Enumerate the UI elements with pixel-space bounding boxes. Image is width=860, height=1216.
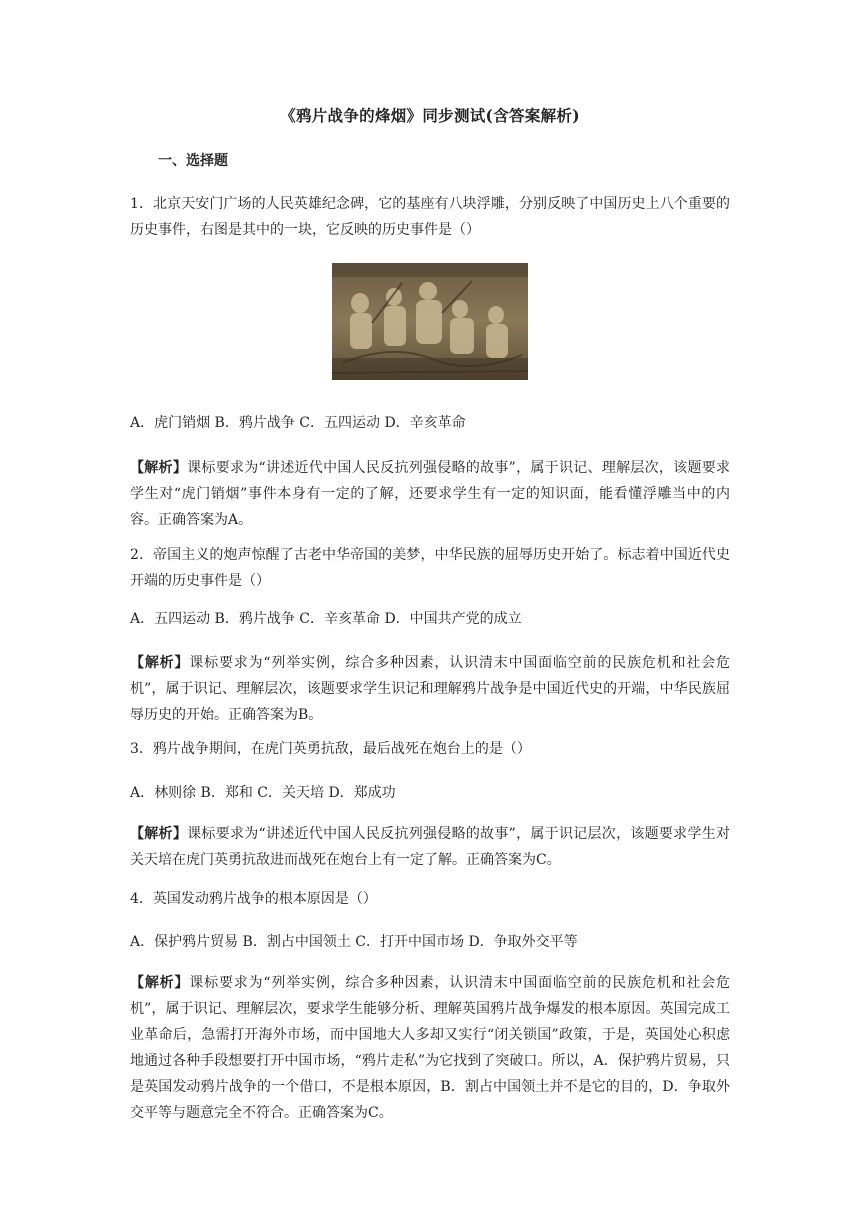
- analysis-text: 课标要求为“列举实例，综合多种因素，认识清末中国面临空前的民族危机和社会危机”，属于识记、理解层次，要求学生能够分析、理解英国鸦片战争爆发的根本原因。英国完成工业革命后，急需打开海外市场，而中国地大人多却又实行“闭关锁国”政策，于是，英国处心积虑地通过各种手段想要打开中国市场，“鸦片走私”为它找到了突破口。所以，A．保护鸦片贸易，只是英国发动鸦片战争的一个借口，不是根本原因，B．割占中国领土并不是它的目的，D．争取外交平等与题意完全不符合。正确答案为C。: [130, 975, 731, 1121]
- question-2-options: A．五四运动 B．鸦片战争 C．辛亥革命 D．中国共产党的成立: [130, 611, 522, 627]
- question-4-analysis: [130, 970, 730, 1126]
- analysis-text: 课标要求为“讲述近代中国人民反抗列强侵略的故事”，属于识记、理解层次，该题要求学生对“虎门销烟”事件本身有一定的了解，还要求学生有一定的知识面，能看懂浮雕当中的内容。正确答案为A。: [130, 460, 731, 528]
- analysis-tag: 【解析】: [130, 975, 190, 991]
- question-2-stem: 2．帝国主义的炮声惊醒了古老中华帝国的美梦，中华民族的屈辱历史开始了。标志着中国近代史开端的历史事件是（）: [130, 547, 730, 589]
- document-title: 《鸦片战争的烽烟》同步测试(含答案解析): [280, 106, 580, 125]
- question-3-analysis: [130, 821, 730, 873]
- question-1-options: A．虎门销烟 B．鸦片战争 C．五四运动 D．辛亥革命: [130, 415, 466, 431]
- question-3-stem: 3．鸦片战争期间，在虎门英勇抗敌，最后战死在炮台上的是（）: [130, 741, 531, 757]
- question-1-stem: 1．北京天安门广场的人民英雄纪念碑，它的基座有八块浮雕，分别反映了中国历史上八个重要的历史事件，右图是其中的一块，它反映的历史事件是（）: [130, 196, 730, 238]
- analysis-tag: 【解析】: [130, 655, 190, 671]
- question-4-stem: 4．英国发动鸦片战争的根本原因是（）: [130, 891, 377, 907]
- analysis-text: 课标要求为“讲述近代中国人民反抗列强侵略的故事”，属于识记层次，该题要求学生对关天培在虎门英勇抗敌进而战死在炮台上有一定了解。正确答案为C。: [130, 826, 731, 868]
- analysis-text: 课标要求为“列举实例，综合多种因素，认识清末中国面临空前的民族危机和社会危机”，属于识记、理解层次，该题要求学生识记和理解鸦片战争是中国近代史的开端，中华民族屈辱历史的开始。正确答案为B。: [130, 655, 731, 723]
- analysis-tag: 【解析】: [130, 826, 188, 842]
- section-heading: 一、选择题: [158, 153, 228, 169]
- question-4-options: A．保护鸦片贸易 B．割占中国领土 C．打开中国市场 D．争取外交平等: [130, 934, 578, 950]
- monument-relief-image: [332, 263, 528, 380]
- question-3-options: A．林则徐 B．郑和 C．关天培 D．郑成功: [130, 785, 396, 801]
- analysis-tag: 【解析】: [130, 460, 188, 476]
- question-2-analysis: [130, 650, 730, 728]
- question-1-analysis: [130, 455, 730, 533]
